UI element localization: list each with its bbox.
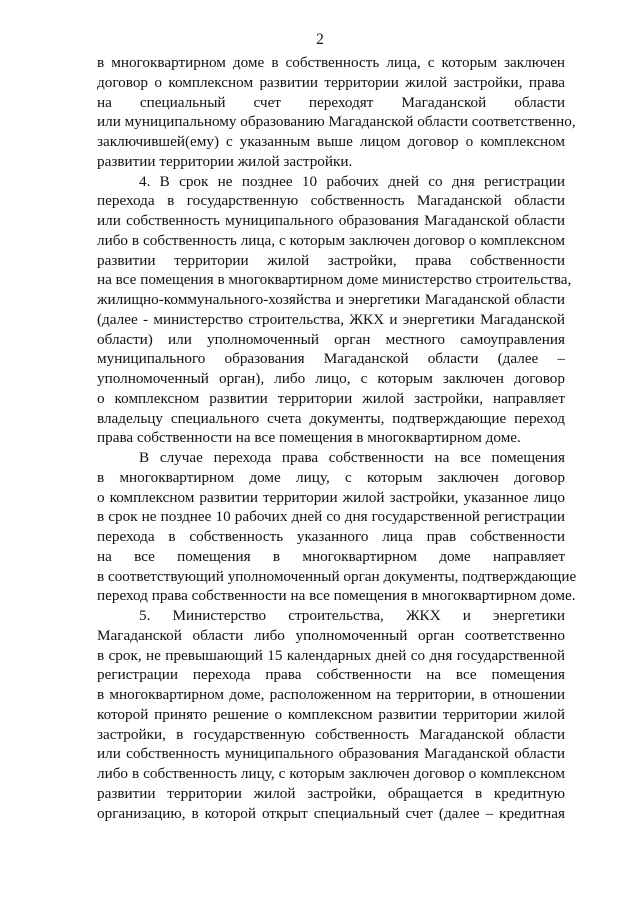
text-line: жилищно-коммунального-хозяйства и энергетики Магаданской области [97,291,565,308]
text-line: 4. В срок не позднее 10 рабочих дней со дня регистрации [139,172,565,190]
text-line: застройки, в государственную собственность Магаданской области [97,725,565,743]
text-line: заключившей(ему) с указанным выше лицом договор о комплексном [97,133,565,150]
text-line: о комплексном развитии территории жилой застройки, направляет [97,389,565,407]
text-line: владельцу специального счета документы, подтверждающие переход [97,409,565,427]
text-line: или собственность муниципального образования Магаданской области [97,745,565,763]
text-line: (далее - министерство строительства, ЖКХ и энергетики Магаданской [97,310,565,328]
text-line: о комплексном развитии территории жилой застройки, указанное лицо [97,488,565,506]
text-line: регистрации перехода права собственности на все помещения [97,666,565,684]
text-line: договор о комплексном развитии территории жилой застройки, права [97,73,565,91]
text-line: права собственности на все помещения в многоквартирном доме. [97,429,521,447]
text-line: или собственность муниципального образования Магаданской области [97,212,565,229]
text-line: развитии территории жилой застройки, обращается в кредитную [97,784,565,802]
text-line: переход права собственности на все помещения в многоквартирном доме. [97,587,576,605]
text-line: в многоквартирном доме в собственность лица, с которым заключен [97,54,565,71]
page-number: 2 [316,31,324,48]
paragraph [97,172,572,449]
paragraph [97,448,577,606]
paragraph [97,606,565,823]
text-line: муниципального образования Магаданской области (далее – [97,350,565,368]
body-text [97,53,577,823]
text-line: или муниципальному образованию Магаданской области соответственно, [97,113,576,131]
text-line: на все помещения в многоквартирном доме направляет [97,547,565,565]
text-line: перехода в государственную собственность Магаданской области [97,192,565,210]
text-line: Магаданской области либо уполномоченный орган соответственно [97,626,565,644]
text-line: В случае перехода права собственности на все помещения [139,449,565,466]
text-line: 5. Министерство строительства, ЖКХ и энергетики [139,607,565,624]
text-line: на все помещения в многоквартирном доме министерство строительства, [97,271,572,289]
text-line: развитии территории жилой застройки. [97,152,353,170]
text-line: в срок, не превышающий 15 календарных дней со дня государственной [97,646,565,664]
text-line: которой принято решение о комплексном развитии территории жилой [97,705,565,723]
text-line: в многоквартирном доме лицу, с которым заключен договор [97,468,565,486]
text-line: в срок не позднее 10 рабочих дней со дня государственной регистрации [97,508,565,526]
text-line: перехода в собственность указанного лица прав собственности [97,528,565,545]
text-line: в соответствующий уполномоченный орган документы, подтверждающие [97,567,577,585]
text-line: области) или уполномоченный орган местного самоуправления [97,330,565,348]
text-line: либо в собственность лицу, с которым заключен договор о комплексном [97,765,565,782]
text-line: на специальный счет переходят Магаданской области [97,93,565,111]
text-line: развитии территории жилой застройки, права собственности [97,251,565,269]
text-line: уполномоченный орган), либо лицо, с которым заключен договор [97,370,565,387]
text-line: в многоквартирном доме, расположенном на территории, в отношении [97,686,565,703]
text-line: либо в собственность лица, с которым заключен договор о комплексном [97,231,565,249]
paragraph [97,53,576,172]
text-line: организацию, в которой открыт специальный счет (далее – кредитная [97,804,565,822]
